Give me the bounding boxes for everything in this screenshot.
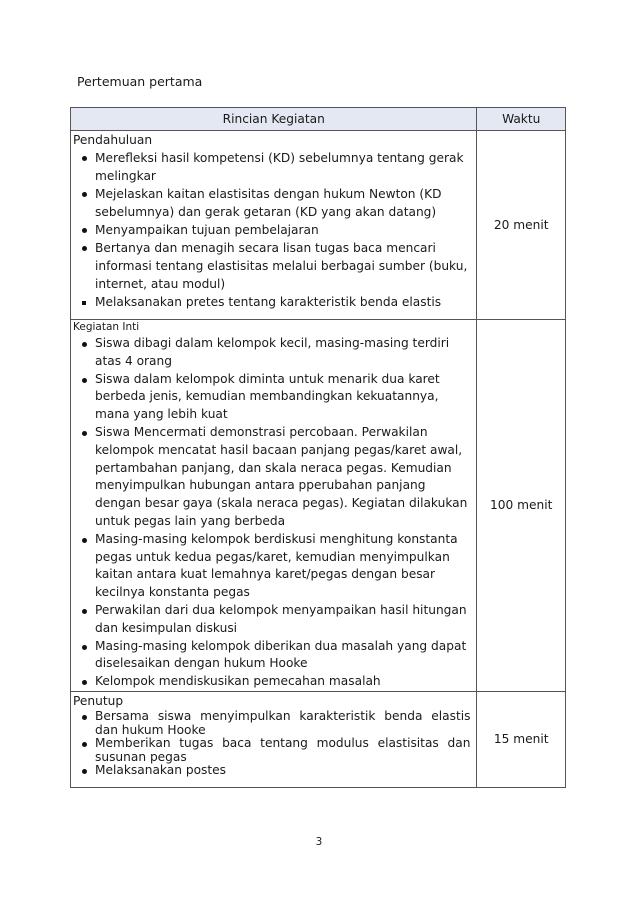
table-row-pendahuluan [71, 131, 566, 320]
activity-list [71, 710, 476, 778]
list-item: Siswa Mencermati demonstrasi percobaan. Perwakilan kelompok mencatat hasil bacaan panjang pegas/karet awal, pertambahan panjang, dan skala neraca pegas. Kemudian menyimpulkan hubungan antara pperubahan panjang dengan besar gaya (skala neraca pegas). Kegiatan dilakukan untuk pegas lain yang berbeda [95, 424, 470, 531]
cell-activities [71, 320, 477, 692]
list-item: Menyampaikan tujuan pembelajaran [95, 221, 470, 239]
cell-time: 15 menit [477, 691, 566, 787]
list-item: Bersama siswa menyimpulkan karakteristik benda elastis dan hukum Hooke [95, 708, 471, 737]
table-header-row [71, 108, 566, 131]
list-item: Masing-masing kelompok diberikan dua masalah yang dapat diselesaikan dengan hukum Hooke [95, 638, 470, 674]
section-title: Kegiatan Inti [73, 321, 140, 333]
cell-activities [71, 131, 477, 320]
header-time: Waktu [477, 108, 566, 131]
section-heading: Pertemuan pertama [77, 74, 203, 89]
list-item: Merefleksi hasil kompetensi (KD) sebelumnya tentang gerak melingkar [95, 149, 470, 185]
table-row-penutup [71, 691, 566, 787]
list-item: Masing-masing kelompok berdiskusi menghitung konstanta pegas untuk kedua pegas/karet, kemudian menyimpulkan kaitan antara kuat lemahnya karet/pegas dengan besar kecilnya konstanta pegas [95, 531, 470, 602]
cell-activities [71, 691, 477, 787]
header-activity: Rincian Kegiatan [71, 108, 477, 131]
activity-schedule-table [70, 107, 566, 788]
list-item: Bertanya dan menagih secara lisan tugas baca mencari informasi tentang elastisitas melalui berbagai sumber (buku, internet, atau modul) [95, 239, 470, 293]
page-number: 3 [315, 836, 323, 848]
list-item: Melaksanakan postes [95, 764, 470, 778]
cell-time: 100 menit [477, 320, 566, 692]
section-title: Penutup [73, 693, 124, 708]
section-title: Pendahuluan [73, 133, 153, 147]
list-item: Siswa dalam kelompok diminta untuk menarik dua karet berbeda jenis, kemudian membandingkan kekuatannya, mana yang lebih kuat [95, 371, 470, 424]
list-item: Siswa dibagi dalam kelompok kecil, masing-masing terdiri atas 4 orang [95, 335, 470, 371]
list-item: Memberikan tugas baca tentang modulus elastisitas dan susunan pegas [95, 736, 471, 764]
list-item: Melaksanakan pretes tentang karakteristik benda elastis [95, 293, 470, 311]
list-item: Perwakilan dari dua kelompok menyampaikan hasil hitungan dan kesimpulan diskusi [95, 602, 470, 638]
cell-time: 20 menit [477, 131, 566, 320]
list-item: Mejelaskan kaitan elastisitas dengan hukum Newton (KD sebelumnya) dan gerak getaran (KD yang akan datang) [95, 185, 470, 221]
activity-list [71, 335, 476, 691]
table-row-kegiatan-inti [71, 320, 566, 692]
activity-list [71, 149, 476, 311]
list-item: Kelompok mendiskusikan pemecahan masalah [95, 673, 470, 691]
